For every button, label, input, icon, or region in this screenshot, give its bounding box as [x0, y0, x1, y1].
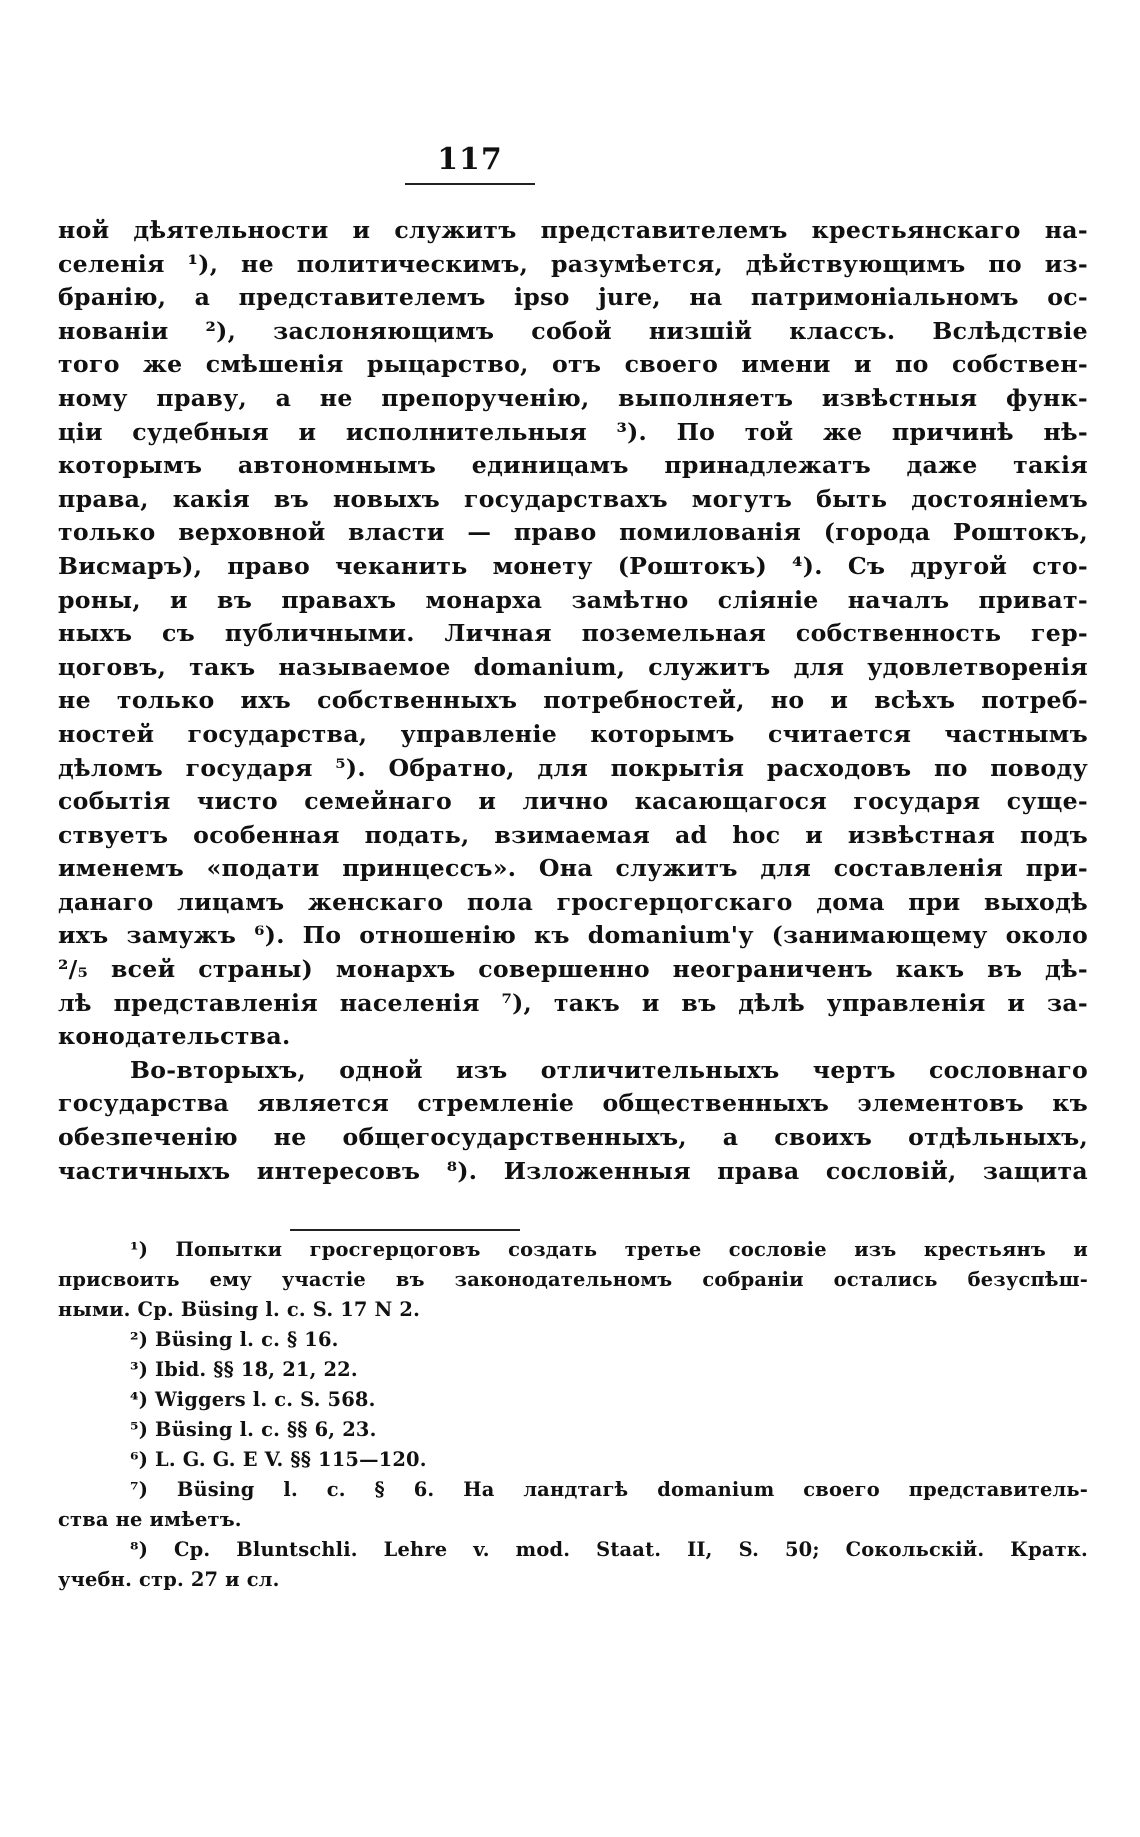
body-line: лѣ представленія населенія ⁷), такъ и въ дѣлѣ управленія и за- — [58, 988, 1088, 1017]
body-line: права, какія въ новыхъ государствахъ могутъ быть достояніемъ — [58, 484, 1088, 513]
body-line: ціи судебныя и исполнительныя ³). По той же причинѣ нѣ- — [58, 417, 1088, 446]
footnote-line: учебн. стр. 27 и сл. — [58, 1568, 280, 1591]
footnotes — [58, 1235, 1088, 1595]
body-line: селенія ¹), не политическимъ, разумѣется, дѣйствующимъ по из- — [58, 249, 1088, 278]
body-line: событія чисто семейнаго и лично касающагося государя суще- — [58, 787, 1088, 816]
footnote-line: ⁷) Büsing l. c. § 6. На ландтагѣ domanium своего представитель- — [130, 1478, 1088, 1501]
footnote-line: ⁴) Wiggers l. c. S. 568. — [130, 1388, 376, 1411]
body-text — [58, 214, 1088, 1188]
body-line: того же смѣшенія рыцарство, отъ своего имени и по собствен- — [58, 350, 1088, 379]
body-line: только верховной власти — право помилованія (города Роштокъ, — [58, 518, 1088, 547]
footnote-line: ³) Ibid. §§ 18, 21, 22. — [130, 1358, 358, 1381]
body-line: данаго лицамъ женскаго пола гросгерцогскаго дома при выходѣ — [58, 887, 1088, 916]
body-line: роны, и въ правахъ монарха замѣтно сліяніе началъ приват- — [58, 585, 1088, 614]
footnote-line: присвоить ему участіе въ законодательномъ собраніи остались безуспѣш- — [58, 1268, 1088, 1291]
footnote-line: ⁵) Büsing l. c. §§ 6, 23. — [130, 1418, 377, 1441]
body-line: Во-вторыхъ, одной изъ отличительныхъ чертъ сословнаго — [130, 1055, 1088, 1084]
body-line: не только ихъ собственныхъ потребностей, но и всѣхъ потреб- — [58, 686, 1088, 715]
body-line: ному праву, а не препорученію, выполняетъ извѣстныя функ- — [58, 383, 1088, 412]
body-line: частичныхъ интересовъ ⁸). Изложенныя права сословій, защита — [58, 1156, 1088, 1185]
footnote-line: ²) Büsing l. c. § 16. — [130, 1328, 339, 1351]
body-line: ностей государства, управленіе которымъ считается частнымъ — [58, 719, 1088, 748]
body-line: дѣломъ государя ⁵). Обратно, для покрытія расходовъ по поводу — [58, 753, 1088, 782]
footnote-line: ⁶) L. G. G. E V. §§ 115—120. — [130, 1448, 427, 1471]
page-number: 117 — [437, 142, 503, 177]
page-number-rule — [405, 183, 535, 185]
body-line: Висмаръ), право чеканить монету (Роштокъ) ⁴). Съ другой сто- — [58, 551, 1088, 580]
footnote-line: ⁸) Ср. Bluntschli. Lehre v. mod. Staat. II, S. 50; Сокольскій. Кратк. — [130, 1538, 1088, 1561]
body-line: которымъ автономнымъ единицамъ принадлежатъ даже такія — [58, 451, 1088, 480]
body-line: бранію, а представителемъ ipso jure, на патримоніальномъ ос- — [58, 283, 1088, 312]
body-line: ствуетъ особенная подать, взимаемая ad hoc и извѣстная подъ — [58, 820, 1088, 849]
body-line: именемъ «подати принцессъ». Она служитъ для составленія при- — [58, 854, 1088, 883]
footnote-line: ными. Ср. Büsing l. c. S. 17 N 2. — [58, 1298, 421, 1321]
footnote-rule — [290, 1229, 520, 1231]
body-line: конодательства. — [58, 1022, 291, 1051]
body-line: ихъ замужъ ⁶). По отношенію къ domanium'у (занимающему около — [58, 921, 1088, 950]
footnote-line: ства не имѣетъ. — [58, 1508, 242, 1531]
body-line: ной дѣятельности и служитъ представителемъ крестьянскаго на- — [58, 216, 1088, 244]
body-line: цоговъ, такъ называемое domanium, служитъ для удовлетворенія — [58, 652, 1088, 681]
body-line: обезпеченію не общегосударственныхъ, а своихъ отдѣльныхъ, — [58, 1123, 1088, 1152]
body-line: ныхъ съ публичными. Личная поземельная собственность гер- — [58, 619, 1088, 648]
body-line: ²/₅ всей страны) монархъ совершенно неограниченъ какъ въ дѣ- — [58, 955, 1088, 984]
body-line: нованіи ²), заслоняющимъ собой низшій классъ. Вслѣдствіе — [58, 316, 1088, 345]
footnote-line: ¹) Попытки гросгерцоговъ создать третье сословіе изъ крестьянъ и — [130, 1238, 1088, 1261]
body-line: государства является стремленіе общественныхъ элементовъ къ — [58, 1089, 1088, 1118]
